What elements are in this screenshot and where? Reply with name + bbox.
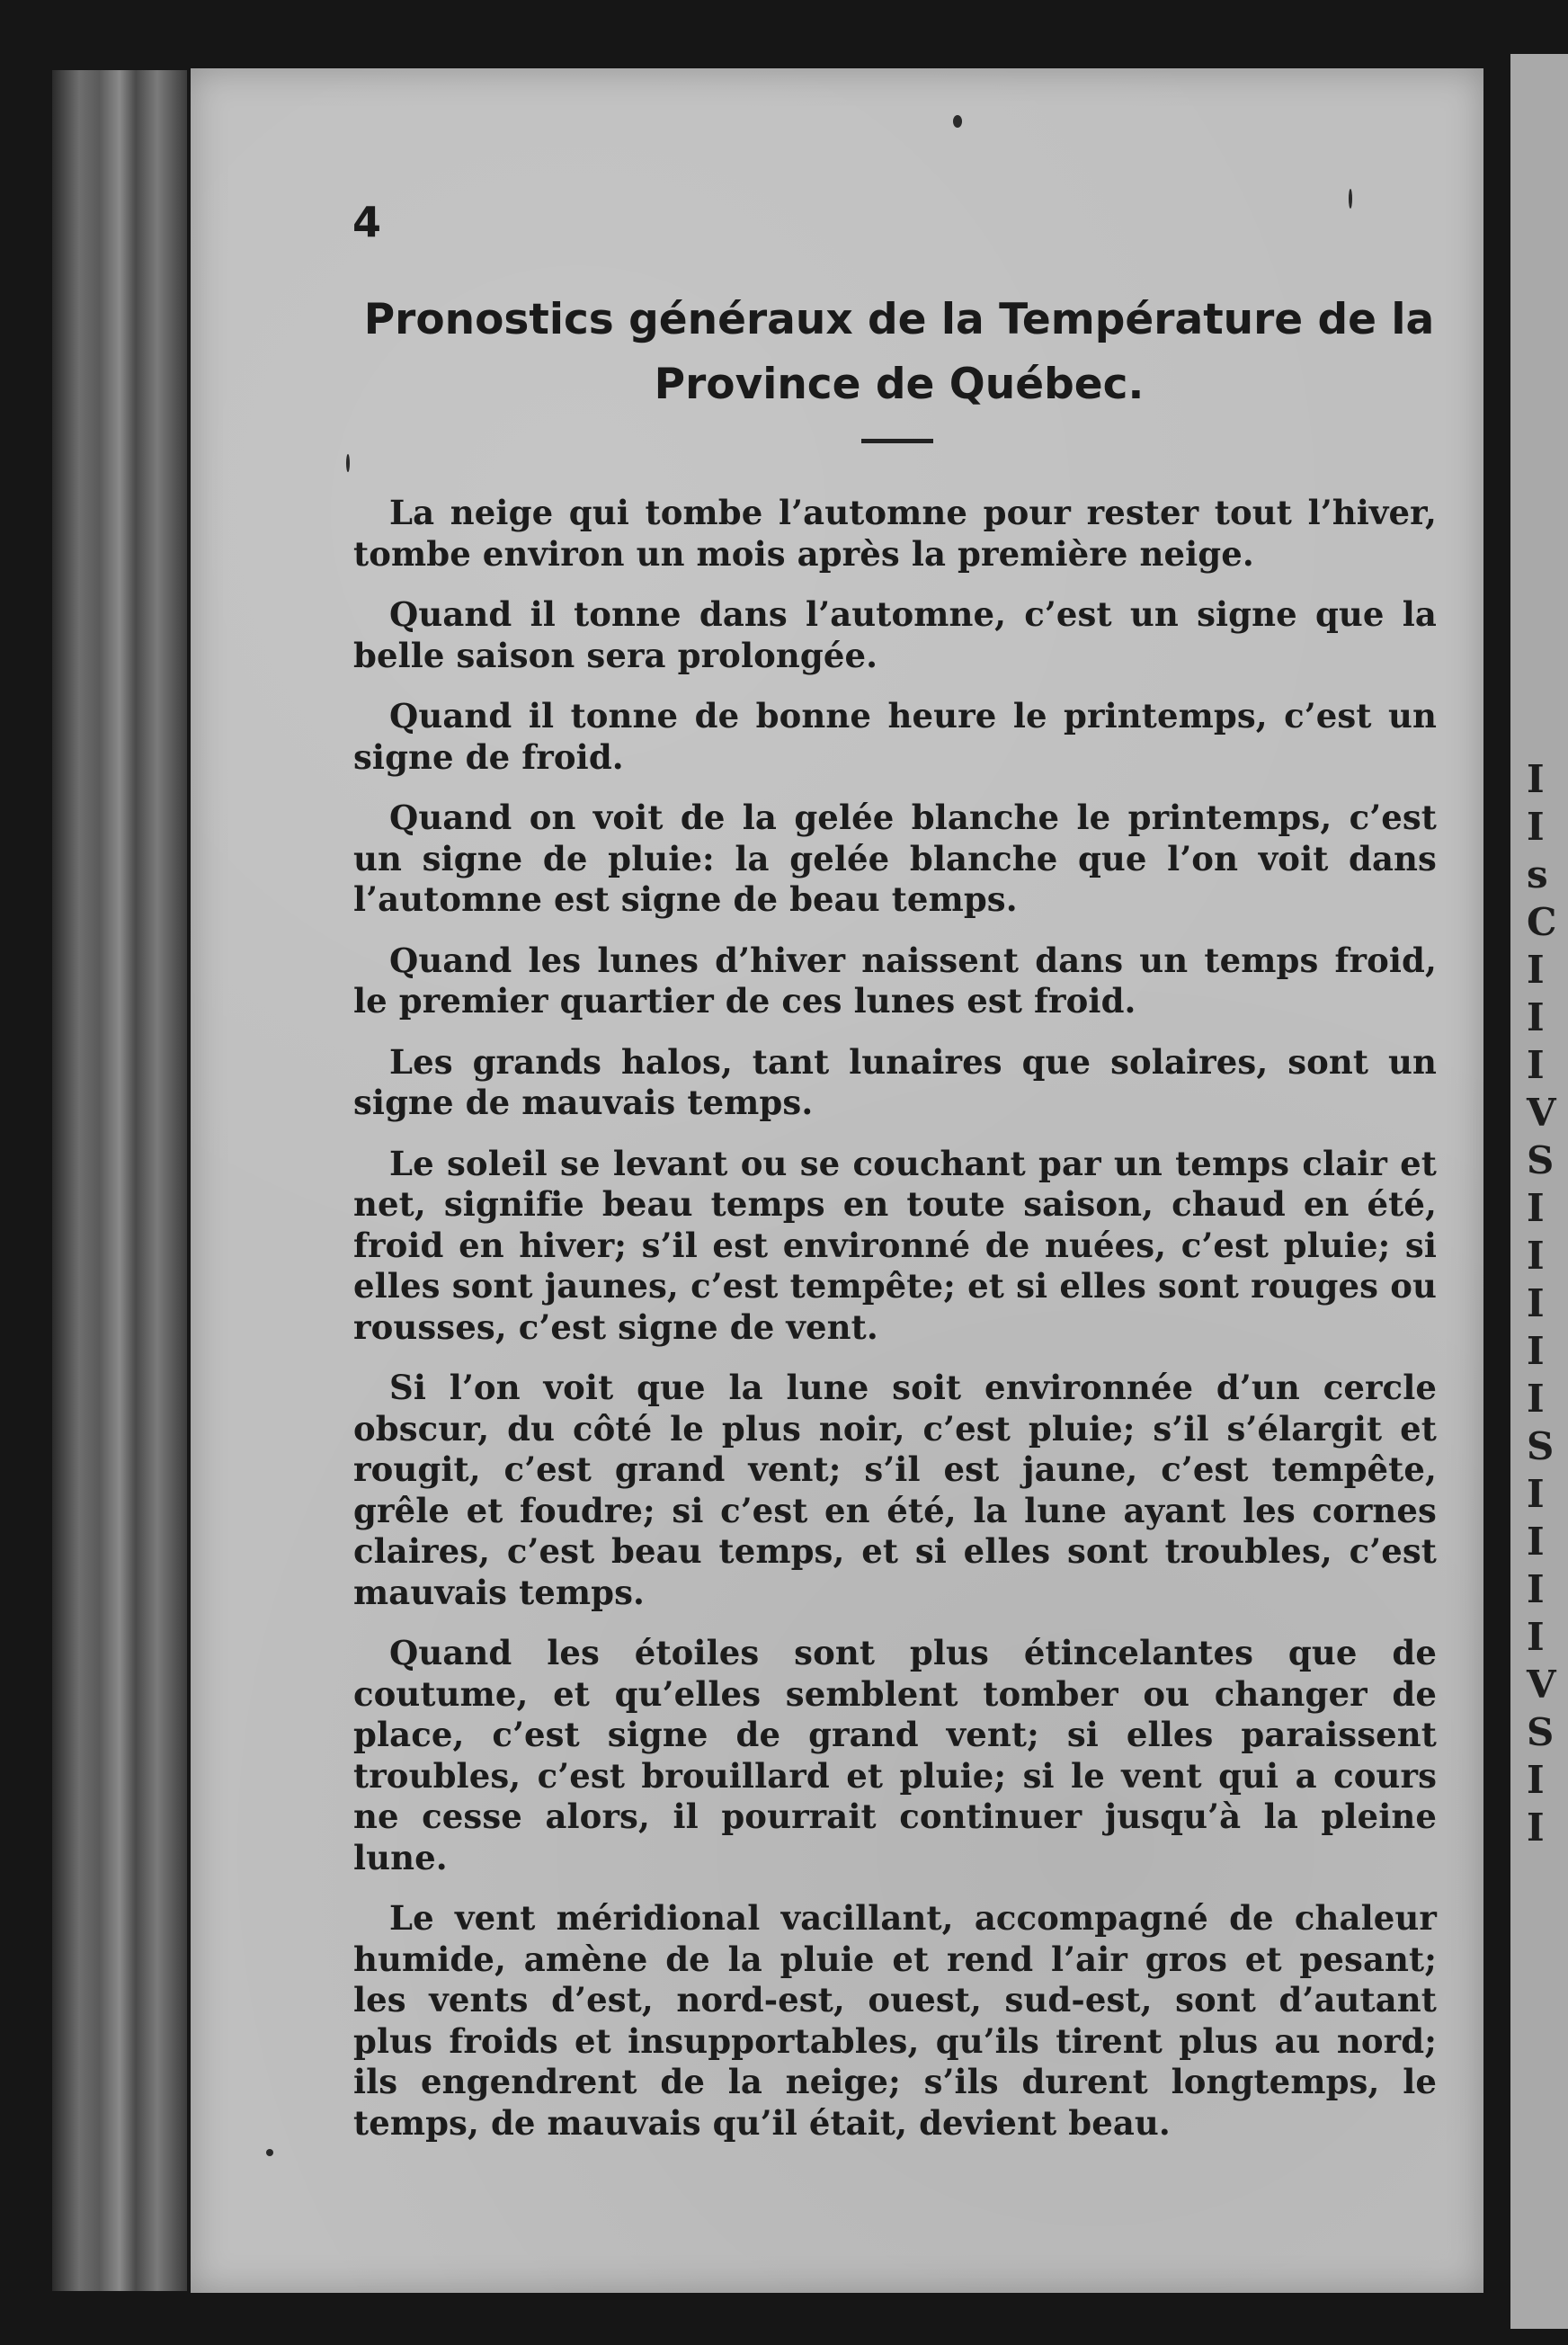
paragraph: La neige qui tombe l’automne pour rester tout l’hiver, tombe environ un mois après la première neige. xyxy=(353,493,1437,574)
facing-page-letter: I xyxy=(1527,1567,1545,1611)
facing-page-letter: I xyxy=(1527,1043,1545,1087)
paragraph: Quand il tonne de bonne heure le printemps, c’est un signe de froid. xyxy=(353,696,1437,777)
dust-speck xyxy=(1349,189,1352,209)
facing-page-text xyxy=(1527,755,1563,1851)
facing-page-letter: V xyxy=(1527,1091,1556,1135)
facing-page-letter: I xyxy=(1527,1329,1545,1373)
title-divider xyxy=(861,439,933,443)
facing-page-letter: I xyxy=(1527,1281,1545,1325)
page-title xyxy=(270,288,1528,417)
paragraph: Le vent méridional vacillant, accompagné de chaleur humide, amène de la pluie et rend l’air gros et pesant; les vents d’est, nord-est, ouest, sud-est, sont d’autant plus froids et insupportables, qu’ils tirent plus au nord; ils engendrent de la neige; s’ils durent longtemps, le temps, de mauvais qu’il était, devient beau. xyxy=(353,1898,1437,2143)
dust-speck xyxy=(953,115,962,128)
paragraph: Si l’on voit que la lune soit environnée d’un cercle obscur, du côté le plus noir, c’est pluie; s’il s’élargit et rougit, c’est grand vent; s’il est jaune, c’est tempête, grêle et foudre; si c’est en été, la lune ayant les cornes claires, c’est beau temps, et si elles sont troubles, c’est mauvais temps. xyxy=(353,1368,1437,1612)
facing-page-letter: I xyxy=(1527,1377,1545,1421)
paragraph: Quand il tonne dans l’automne, c’est un signe que la belle saison sera prolongée. xyxy=(353,594,1437,675)
facing-page-letter: S xyxy=(1527,1710,1555,1754)
paragraph: Les grands halos, tant lunaires que solaires, sont un signe de mauvais temps. xyxy=(353,1041,1437,1122)
facing-page-letter: s xyxy=(1527,852,1548,896)
title-line-1: Pronostics généraux de la Température de la xyxy=(363,295,1435,344)
facing-page-letter: I xyxy=(1527,1234,1545,1278)
paragraph: Quand les étoiles sont plus étincelantes que de coutume, et qu’elles semblent tomber ou changer de place, c’est signe de grand vent; si elles paraissent troubles, c’est brouillard et pluie; si le vent qui a cours ne cesse alors, il pourrait continuer jusqu’à la pleine lune. xyxy=(353,1633,1437,1877)
facing-page-letter: C xyxy=(1527,900,1557,944)
page-number: 4 xyxy=(352,198,382,246)
facing-page-letter: I xyxy=(1527,1806,1545,1850)
facing-page-letter: I xyxy=(1527,1520,1545,1564)
facing-page-letter: V xyxy=(1527,1663,1556,1707)
title-line-2: Province de Québec. xyxy=(654,360,1145,409)
facing-page-letter: I xyxy=(1527,805,1545,849)
paragraph: Quand on voit de la gelée blanche le printemps, c’est un signe de pluie: la gelée blanche que l’on voit dans l’automne est signe de beau temps. xyxy=(353,798,1437,919)
paragraph: Quand les lunes d’hiver naissent dans un temps froid, le premier quartier de ces lunes est froid. xyxy=(353,940,1437,1021)
book-page-edge xyxy=(52,70,187,2291)
facing-page-letter: I xyxy=(1527,1615,1545,1659)
facing-page-letter: S xyxy=(1527,1424,1555,1468)
body-text xyxy=(353,493,1437,2163)
facing-page-letter: I xyxy=(1527,995,1545,1039)
facing-page-letter: I xyxy=(1527,757,1545,801)
dust-speck xyxy=(266,2149,273,2156)
facing-page-letter: I xyxy=(1527,1472,1545,1516)
paragraph: Le soleil se levant ou se couchant par un temps clair et net, signifie beau temps en toute saison, chaud en été, froid en hiver; s’il est environné de nuées, c’est pluie; si elles sont jaunes, c’est tempête; et si elles sont rouges ou rousses, c’est signe de vent. xyxy=(353,1143,1437,1347)
facing-page-letter: I xyxy=(1527,1186,1545,1230)
facing-page-letter: I xyxy=(1527,948,1545,992)
facing-page-letter: I xyxy=(1527,1758,1545,1802)
dust-speck xyxy=(346,454,350,472)
facing-page-letter: S xyxy=(1527,1138,1555,1182)
